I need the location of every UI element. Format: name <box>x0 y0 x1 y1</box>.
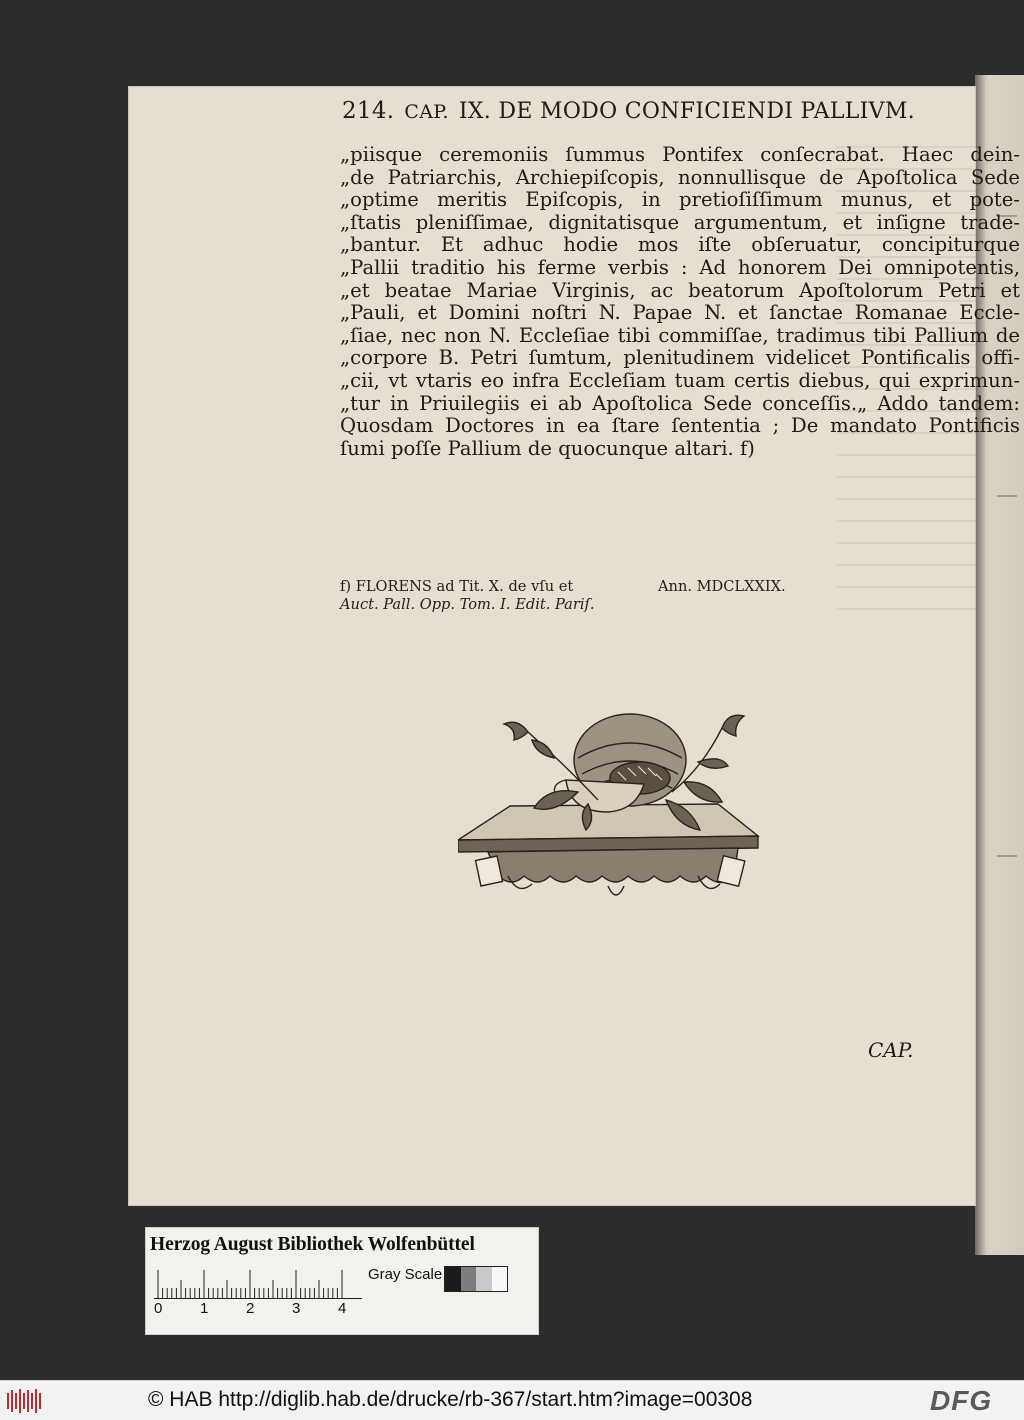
ruler-number: 0 <box>154 1300 163 1317</box>
color-scale-card <box>145 1227 539 1335</box>
ruler-number: 4 <box>338 1300 347 1317</box>
running-header <box>342 98 1002 138</box>
text-line: „cii, vt vtaris eo infra Eccleſiam tuam certis diebus, qui exprimun- <box>340 368 1020 392</box>
catchword: CAP. <box>868 1038 914 1062</box>
pomegranate-vignette <box>458 708 778 908</box>
text-line: „corpore B. Petri ſumtum, plenitudinem videlicet Pontificalis offi- <box>340 346 1020 370</box>
dfg-logo: DFG <box>930 1385 993 1416</box>
text-line: „tur in Priuilegiis ei ab Apoſtolica Sede conceſſis.„ Addo tandem: <box>340 391 1020 415</box>
main-text-block <box>340 144 1020 460</box>
page-number: 214. <box>342 98 395 124</box>
footnote <box>340 578 940 614</box>
spine-mark <box>997 495 1017 497</box>
library-name: Herzog August Bibliothek Wolfenbüttel <box>150 1234 475 1255</box>
spine-mark <box>997 855 1017 857</box>
footnote-date: Ann. MDCLXXIX. <box>658 578 786 595</box>
gray-patch <box>492 1267 508 1291</box>
book-page <box>128 86 1020 1206</box>
gray-patch <box>461 1267 477 1291</box>
chapter-title: IX. DE MODO CONFICIENDI PALLIVM. <box>458 99 915 124</box>
footnote-line: f) FLORENS ad Tit. X. de vſu et <box>340 578 574 595</box>
gray-scale-label: Gray Scale <box>368 1266 443 1283</box>
copyright-url-link[interactable]: © HAB http://diglib.hab.de/drucke/rb-367/start.htm?image=00308 <box>148 1388 753 1411</box>
text-line: „bantur. Et adhuc hodie mos iſte obſeruatur, concipiturque <box>340 233 1020 257</box>
text-line: „Pauli, et Domini noſtri N. Papae N. et ſanctae Romanae Eccle- <box>340 301 1020 325</box>
text-line: Quosdam Doctores in ea ſtare ſententia ; De mandato Pontificis <box>340 414 1020 438</box>
viewer-footer <box>0 1380 1024 1420</box>
ruler-numbers <box>154 1300 374 1320</box>
centimeter-ruler <box>154 1268 362 1299</box>
text-line: „ſiae, nec non N. Eccleſiae tibi commiſſae, tradimus tibi Pallium de <box>340 323 1020 347</box>
text-line: ſumi poſſe Pallium de quocunque altari. f) <box>340 436 755 460</box>
gray-scale-patches <box>444 1266 508 1292</box>
text-line: „optime meritis Epiſcopis, in pretioſiſſimum munus, et pote- <box>340 188 1020 212</box>
text-line: „ſtatis pleniſſimae, dignitatisque argumentum, et inſigne trade- <box>340 210 1020 234</box>
gray-patch <box>476 1267 492 1291</box>
hab-barcode-logo-icon <box>6 1387 42 1415</box>
text-line: „et beatae Mariae Virginis, ac beatorum Apoſtolorum Petri et <box>340 278 1020 302</box>
text-line: „Pallii traditio his ferme verbis : Ad honorem Dei omnipotentis, <box>340 255 1020 279</box>
ruler-number: 3 <box>292 1300 301 1317</box>
footnote-line: Auct. Pall. Opp. Tom. I. Edit. Pariſ. <box>340 596 595 613</box>
ruler-number: 2 <box>246 1300 255 1317</box>
ruler-number: 1 <box>200 1300 209 1317</box>
gray-patch <box>445 1267 461 1291</box>
text-line: „de Patriarchis, Archiepiſcopis, nonnullisque de Apoſtolica Sede <box>340 165 1020 189</box>
chapter-abbrev: CAP. <box>404 101 449 123</box>
text-line: „piisque ceremoniis ſummus Pontifex conſecrabat. Haec dein- <box>340 143 1020 166</box>
